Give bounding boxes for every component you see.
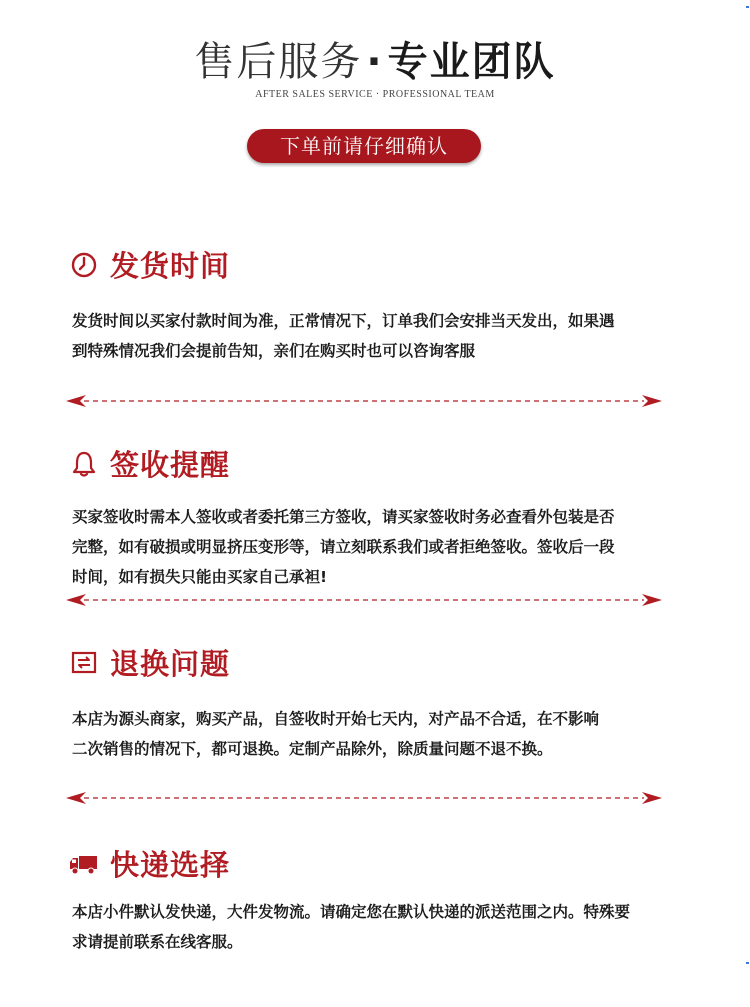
title-dot: · bbox=[366, 39, 384, 85]
section-return-heading bbox=[68, 642, 230, 682]
section-heading-text: 退换问题 bbox=[110, 646, 231, 681]
section-courier-heading bbox=[68, 843, 230, 883]
section-heading-text: 发货时间 bbox=[110, 248, 231, 283]
clock-icon bbox=[68, 248, 100, 280]
paragraph-line: 二次销售的情况下，都可退换。定制产品除外，除质量问题不退不换。 bbox=[72, 740, 553, 758]
notice-pill: 下单前请仔细确认 bbox=[247, 129, 481, 163]
dashed-divider bbox=[66, 593, 662, 607]
paragraph-line: 时间，如有损失只能由买家自己承袒! bbox=[72, 568, 328, 586]
section-heading-text: 签收提醒 bbox=[110, 447, 231, 482]
edge-marker bbox=[746, 962, 749, 964]
paragraph-line: 发货时间以买家付款时间为准，正常情况下，订单我们会安排当天发出，如果遇 bbox=[72, 312, 615, 330]
truck-icon bbox=[68, 847, 100, 879]
paragraph-line: 本店小件默认发快递，大件发物流。请确定您在默认快递的派送范围之内。特殊要 bbox=[72, 903, 631, 921]
section-shipping-text bbox=[72, 306, 692, 366]
paragraph-line: 到特殊情况我们会提前告知，亲们在购买时也可以咨询客服 bbox=[72, 342, 476, 360]
section-receipt-text bbox=[72, 502, 692, 592]
exchange-icon bbox=[68, 646, 100, 678]
paragraph-line: 求请提前联系在线客服。 bbox=[72, 933, 243, 951]
dashed-divider bbox=[66, 394, 662, 408]
title-bold: 专业团队 bbox=[387, 39, 556, 85]
section-return-text bbox=[72, 704, 692, 764]
section-shipping-heading bbox=[68, 244, 230, 284]
page-title bbox=[0, 30, 750, 87]
paragraph-line: 买家签收时需本人签收或者委托第三方签收，请买家签收时务必查看外包装是否 bbox=[72, 508, 615, 526]
section-heading-text: 快递选择 bbox=[110, 847, 231, 882]
edge-marker bbox=[746, 6, 749, 8]
paragraph-line: 本店为源头商家，购买产品，自签收时开始七天内，对产品不合适，在不影响 bbox=[72, 710, 600, 728]
section-courier-text bbox=[72, 897, 692, 957]
dashed-divider bbox=[66, 791, 662, 805]
bell-icon bbox=[68, 447, 100, 479]
title-light: 售后服务 bbox=[194, 39, 363, 85]
paragraph-line: 完整，如有破损或明显挤压变形等，请立刻联系我们或者拒绝签收。签收后一段 bbox=[72, 538, 615, 556]
section-receipt-heading bbox=[68, 443, 230, 483]
page-subtitle: AFTER SALES SERVICE · PROFESSIONAL TEAM bbox=[255, 89, 495, 100]
